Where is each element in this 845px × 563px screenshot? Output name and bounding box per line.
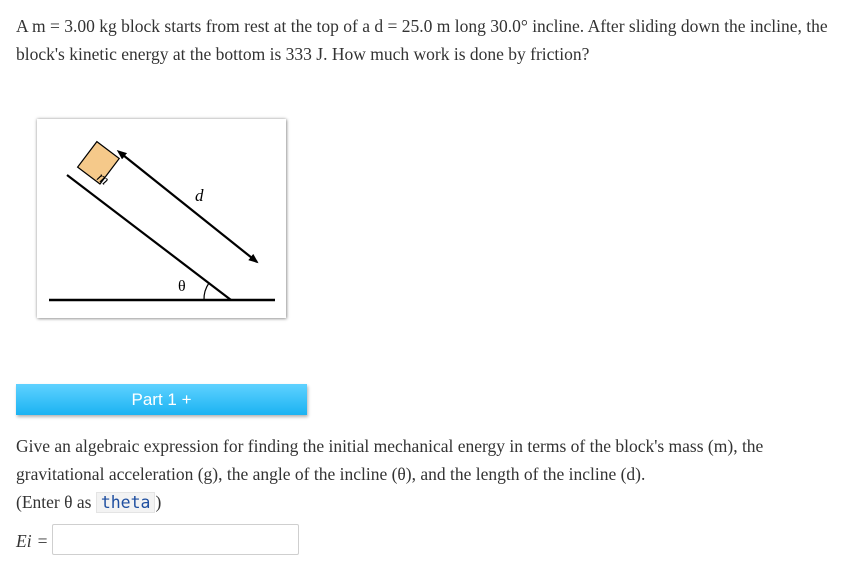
distance-arrow [123, 155, 257, 262]
angle-label: θ [178, 278, 186, 295]
hint-suffix: ) [155, 492, 162, 512]
part-1-label: Part 1 + [131, 390, 192, 409]
answer-label [16, 528, 47, 554]
answer-input[interactable] [52, 524, 299, 555]
block-label: m [93, 169, 112, 189]
incline-surface [67, 175, 231, 300]
entry-hint [16, 488, 841, 517]
question-text: Give an algebraic expression for finding the initial mechanical energy in terms of the block's mass (m), the gravitational acceleration (g), the angle of the incline (θ), and the length of the incline (d). [16, 436, 764, 484]
angle-arc [204, 283, 209, 300]
part-1-header[interactable] [16, 384, 307, 415]
distance-label: d [195, 186, 204, 205]
hint-code: theta [96, 492, 156, 513]
answer-variable: Ei [16, 531, 32, 551]
hint-prefix: (Enter θ as [16, 492, 92, 512]
incline-figure [37, 119, 286, 318]
question-text-block [16, 432, 841, 517]
answer-equals: = [37, 531, 48, 551]
incline-diagram [37, 119, 286, 318]
problem-statement: A m = 3.00 kg block starts from rest at the top of a d = 25.0 m long 30.0° incline. After sliding down the incline, the block's kinetic energy at the bottom is 333 J. How much work is done by friction? [16, 16, 828, 64]
